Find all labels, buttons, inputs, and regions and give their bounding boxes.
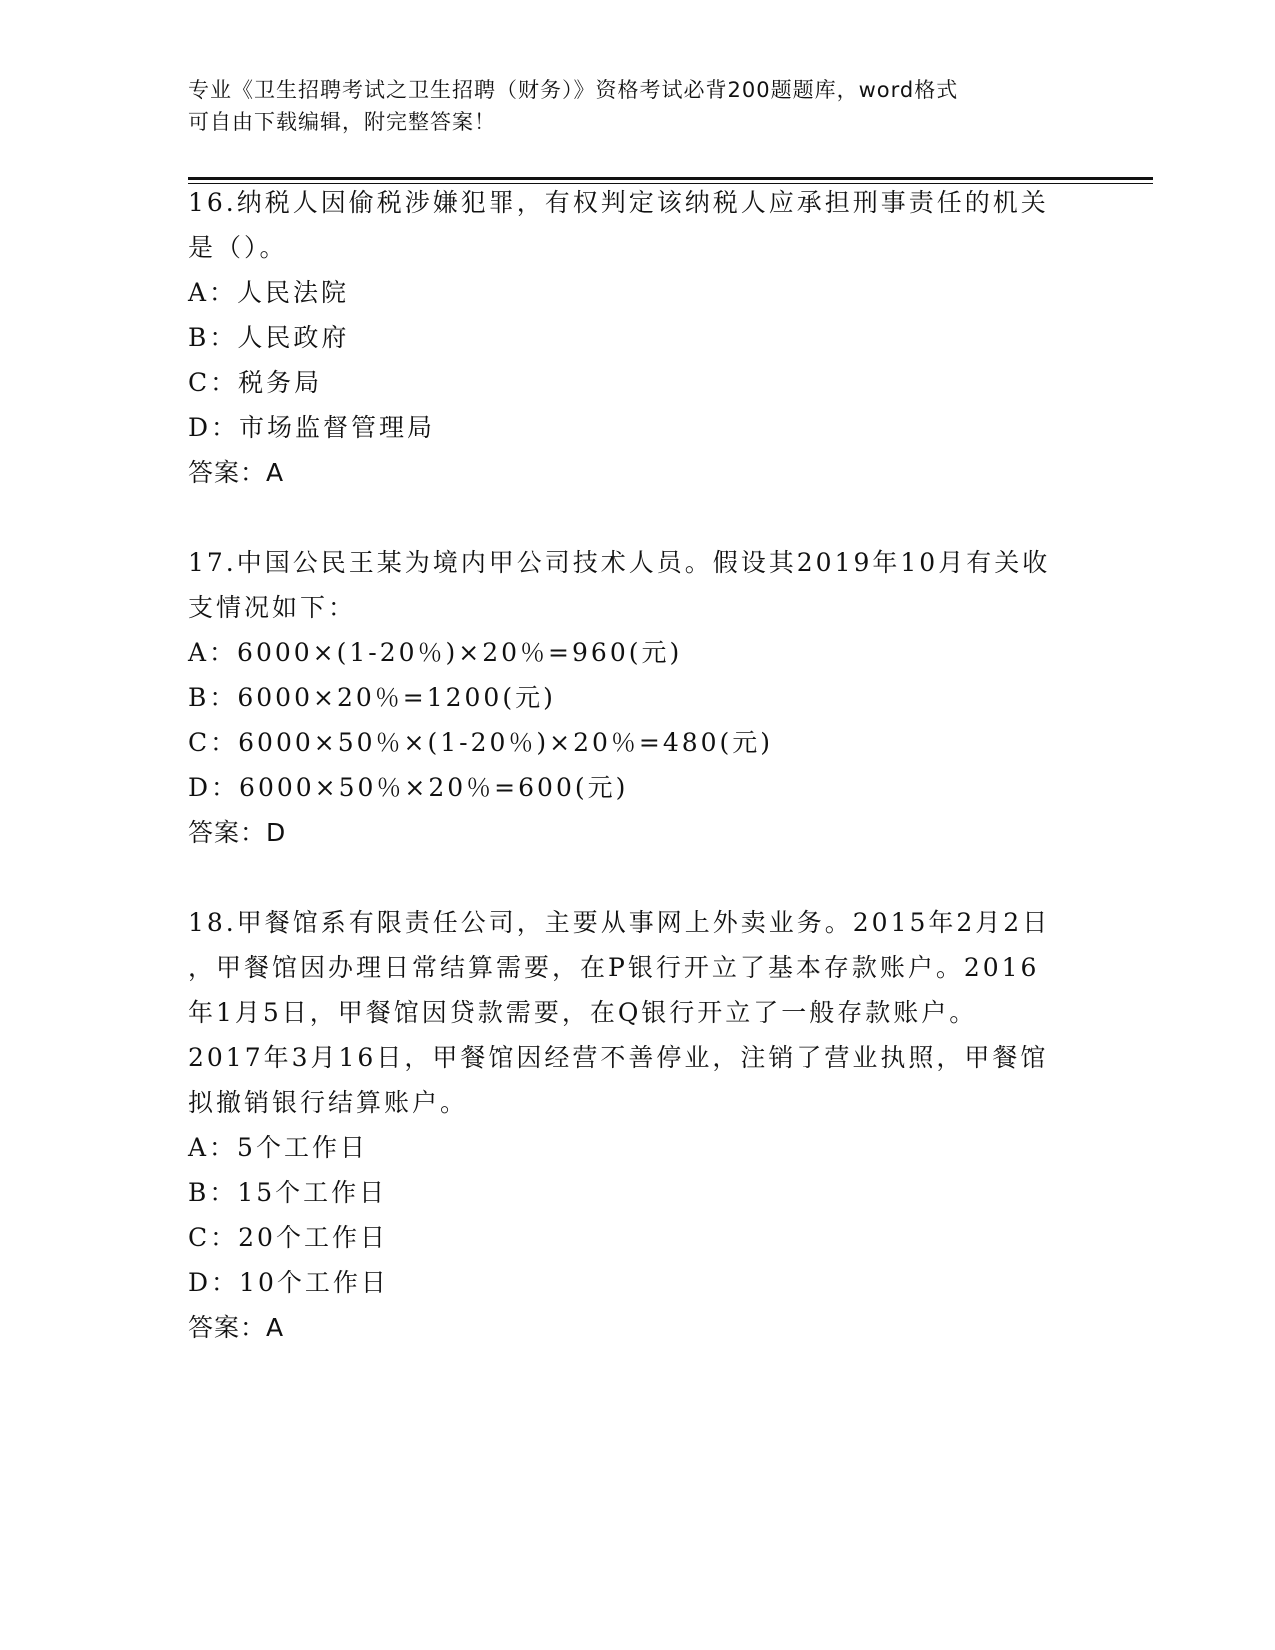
option-c: C：税务局 [188,368,323,397]
option-a: A：6000×(1-20％)×20％=960(元) [188,638,683,667]
option-d: D：6000×50％×20％=600(元) [188,773,629,802]
question-text-line: 支情况如下： [188,593,357,622]
question-18 [188,900,1088,1350]
answer-line: 答案：D [188,818,287,847]
option-d: D：市场监督管理局 [188,413,436,442]
question-text-line: 17.中国公民王某为境内甲公司技术人员。假设其2019年10月有关收 [188,548,1051,577]
question-17 [188,540,1088,855]
question-text-line: 16.纳税人因偷税涉嫌犯罪，有权判定该纳税人应承担刑事责任的机关 [188,188,1049,217]
header-line-2: 可自由下载编辑，附完整答案！ [188,110,496,134]
question-16 [188,180,1088,495]
question-text-line: 拟撤销银行结算账户。 [188,1088,469,1117]
question-text-line: 18.甲餐馆系有限责任公司，主要从事网上外卖业务。2015年2月2日 [188,908,1051,937]
option-a: A：5个工作日 [188,1133,368,1162]
option-b: B：6000×20％=1200(元) [188,683,556,712]
option-b: B：人民政府 [188,323,350,352]
answer-line: 答案：A [188,458,285,487]
option-c: C：6000×50％×(1-20％)×20％=480(元) [188,728,774,757]
option-a: A：人民法院 [188,278,350,307]
header-line-1: 专业《卫生招聘考试之卫生招聘（财务）》资格考试必背200题题库，word格式 [188,78,959,102]
option-c: C：20个工作日 [188,1223,388,1252]
question-text-line: 年1月5日，甲餐馆因贷款需要，在Q银行开立了一般存款账户。 [188,998,978,1027]
question-text-line: 2017年3月16日，甲餐馆因经营不善停业，注销了营业执照，甲餐馆 [188,1043,1049,1072]
option-d: D：10个工作日 [188,1268,389,1297]
option-b: B：15个工作日 [188,1178,388,1207]
answer-line: 答案：A [188,1313,285,1342]
question-text-line: ，甲餐馆因办理日常结算需要，在P银行开立了基本存款账户。2016 [188,953,1040,982]
document-header [188,74,1068,138]
question-text-line: 是（）。 [188,233,288,262]
